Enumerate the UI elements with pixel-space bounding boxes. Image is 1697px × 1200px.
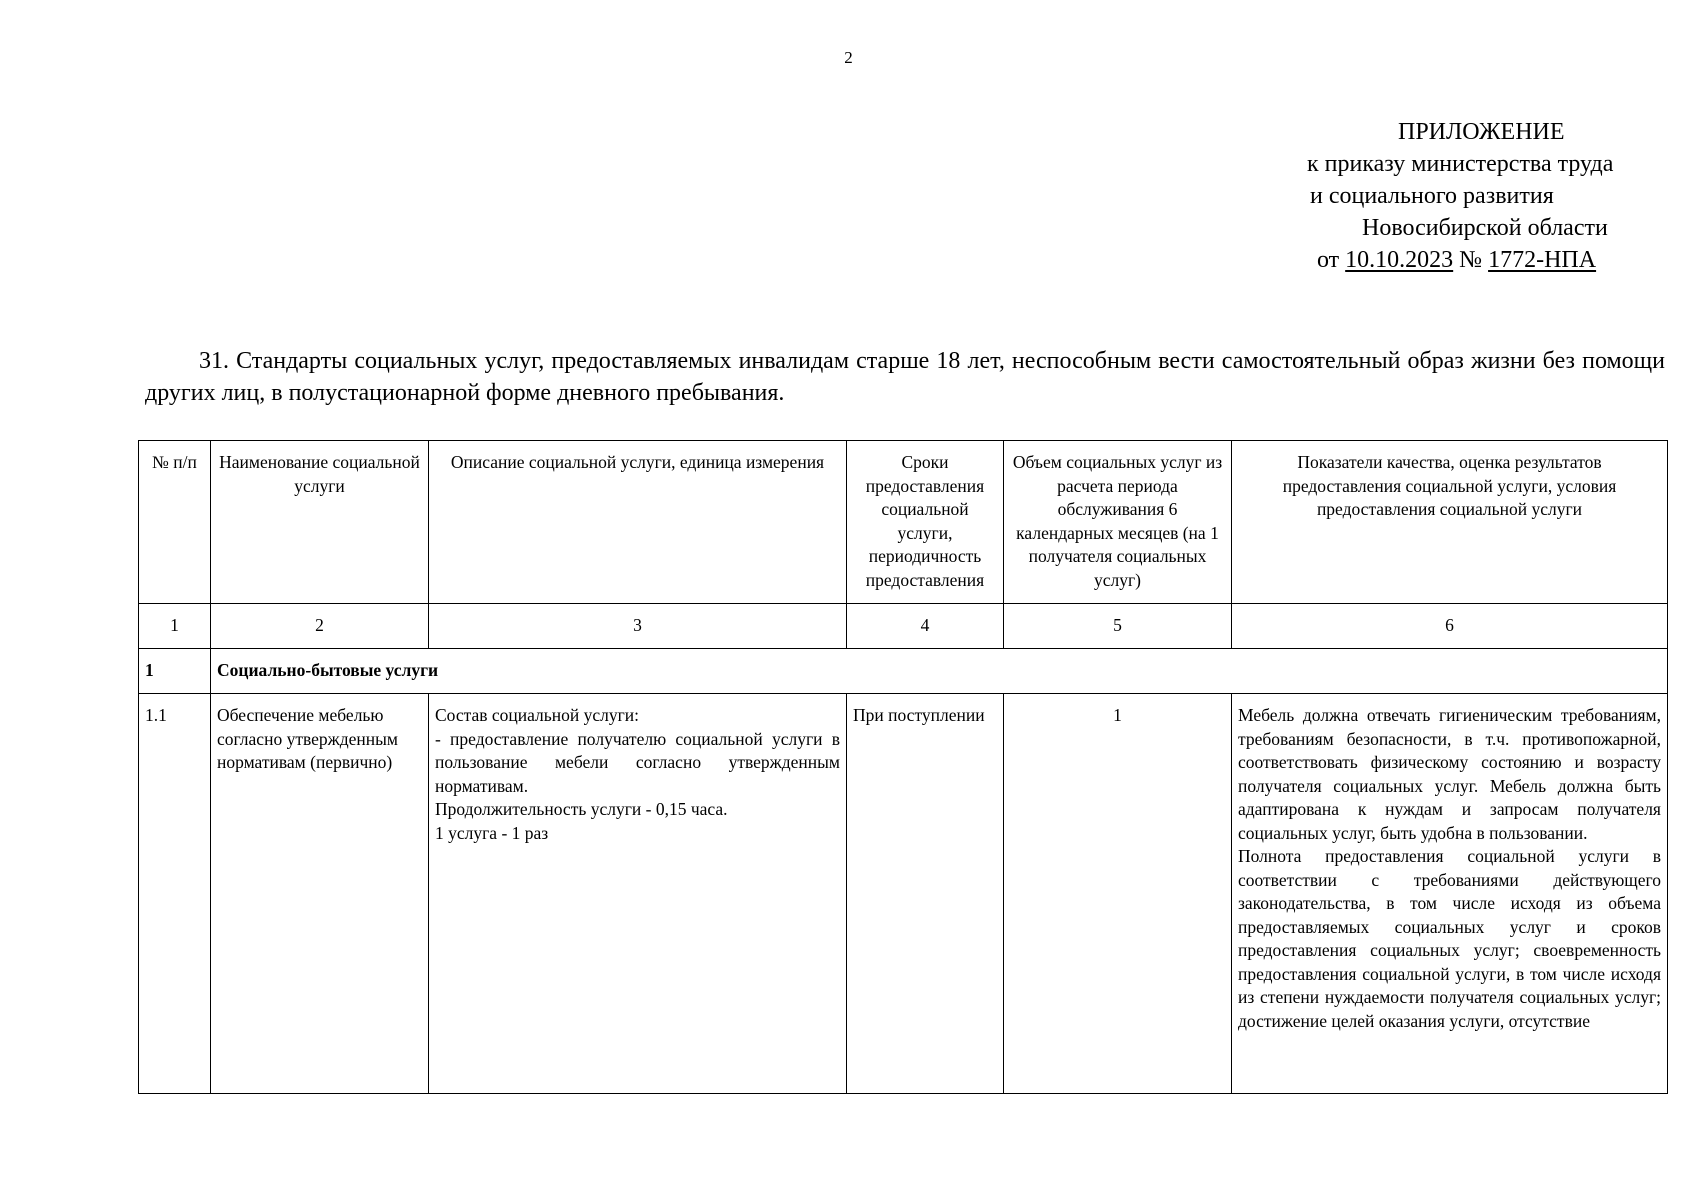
header-cell-description: Описание социальной услуги, единица измерения <box>429 441 847 604</box>
order-number: 1772-НПА <box>1488 247 1597 273</box>
row-service-name: Обеспечение мебелью согласно утвержденным нормативам (первично) <box>211 694 429 1094</box>
column-number: 3 <box>429 604 847 649</box>
row-description <box>429 694 847 1094</box>
column-number-row <box>139 604 1668 649</box>
header-cell-volume: Объем социальных услуг из расчета периода обслуживания 6 календарных месяцев (на 1 получателя социальных услуг) <box>1004 441 1232 604</box>
services-table <box>138 440 1668 1094</box>
quality-paragraph: Мебель должна отвечать гигиеническим требованиям, требованиям безопасности, в т.ч. противопожарной, соответствовать физическому состоянию и возрасту получателя социальных услуг. Мебель должна быть адаптирована к нуждам и запросам получателя социальных услуг, быть удобна в пользовании. <box>1238 705 1661 843</box>
row-quality <box>1232 694 1668 1094</box>
description-line: - предоставление получателю социальной услуги в пользование мебели согласно утвержденным нормативам. <box>435 728 840 796</box>
column-number: 6 <box>1232 604 1668 649</box>
column-number: 2 <box>211 604 429 649</box>
column-number: 4 <box>847 604 1004 649</box>
row-terms: При поступлении <box>847 694 1004 1094</box>
order-date: 10.10.2023 <box>1345 247 1454 273</box>
row-number: 1.1 <box>139 694 211 1094</box>
appendix-line-2: и социального развития <box>1310 183 1554 209</box>
description-line: Продолжительность услуги - 0,15 часа. <box>435 799 728 819</box>
appendix-order-line <box>1280 244 1680 276</box>
header-cell-terms: Сроки предоставления социальной услуги, периодичность предоставления <box>847 441 1004 604</box>
order-prefix: от <box>1317 247 1346 273</box>
order-number-sign: № <box>1453 247 1489 273</box>
section-row <box>139 649 1668 694</box>
table-row <box>139 694 1668 1094</box>
header-cell-quality: Показатели качества, оценка результатов предоставления социальной услуги, условия предоставления социальной услуги <box>1232 441 1668 604</box>
column-number: 5 <box>1004 604 1232 649</box>
appendix-line-3: Новосибирской области <box>1362 215 1608 241</box>
column-number: 1 <box>139 604 211 649</box>
header-cell-number: № п/п <box>139 441 211 604</box>
document-heading: 31. Стандарты социальных услуг, предоставляемых инвалидам старше 18 лет, неспособным вести самостоятельный образ жизни без помощи других лиц, в полустационарной форме дневного пребывания. <box>145 348 1665 406</box>
row-volume: 1 <box>1004 694 1232 1094</box>
table-header-row <box>139 441 1668 604</box>
section-number: 1 <box>139 649 211 694</box>
appendix-line-1: к приказу министерства труда <box>1307 151 1614 177</box>
quality-paragraph: Полнота предоставления социальной услуги в соответствии с требованиями действующего законодательства, в том числе исходя из объема предоставляемых социальных услуг и сроков предоставления социальных услуг; своевременность предоставления социальной услуги, в том числе исходя из степени нуждаемости получателя социальных услуг; достижение целей оказания услуги, отсутствие <box>1238 846 1661 1031</box>
header-cell-name: Наименование социальной услуги <box>211 441 429 604</box>
appendix-title: ПРИЛОЖЕНИЕ <box>1398 119 1565 145</box>
description-line: 1 услуга - 1 раз <box>435 822 549 843</box>
page-number: 2 <box>844 48 853 67</box>
description-line: Состав социальной услуги: <box>435 705 640 725</box>
section-title: Социально-бытовые услуги <box>211 649 1668 694</box>
appendix-block <box>1280 116 1680 276</box>
